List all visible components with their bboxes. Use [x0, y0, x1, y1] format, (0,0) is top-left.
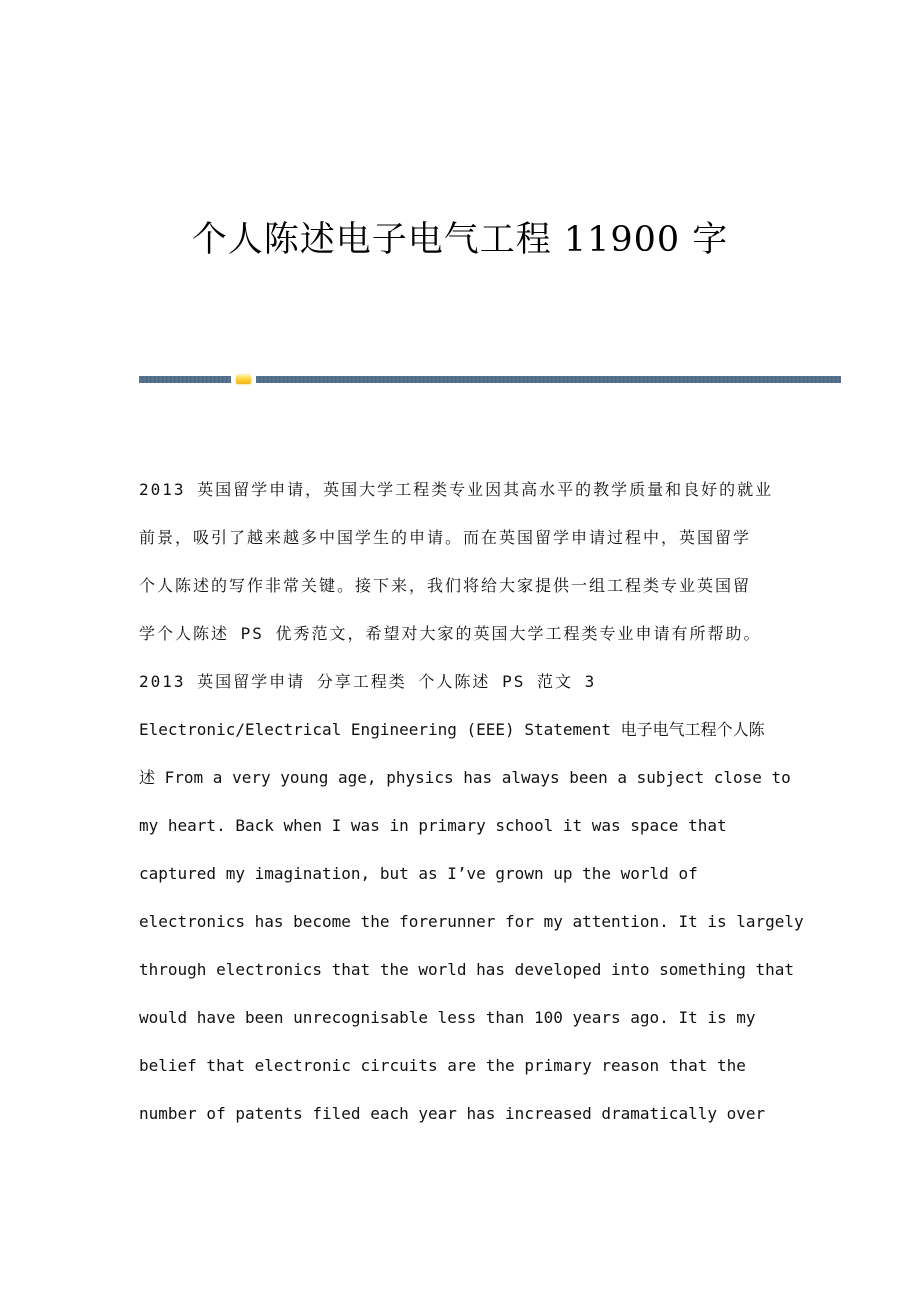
body-line: number of patents filed each year has increased dramatically over: [139, 1104, 766, 1123]
document-title: 个人陈述电子电气工程 11900 字: [191, 220, 729, 260]
body-line: would have been unrecognisable less than 100 years ago. It is my: [139, 1008, 756, 1027]
divider-bar-left: [139, 376, 231, 383]
section-heading: 2013 英国留学申请 分享工程类 个人陈述 PS 范文 3: [139, 672, 597, 691]
body-line: 个人陈述的写作非常关键。接下来，我们将给大家提供一组工程类专业英国留: [139, 576, 752, 595]
body-line: 述 From a very young age, physics has always been a subject close to: [139, 768, 791, 787]
document-body: [139, 466, 804, 1138]
body-line: 学个人陈述 PS 优秀范文，希望对大家的英国大学工程类专业申请有所帮助。: [139, 624, 762, 643]
body-line: 前景，吸引了越来越多中国学生的申请。而在英国留学申请过程中，英国留学: [139, 528, 752, 547]
body-line: electronics has become the forerunner for my attention. It is largely: [139, 912, 804, 931]
body-line: belief that electronic circuits are the primary reason that the: [139, 1056, 746, 1075]
body-line: my heart. Back when I was in primary school it was space that: [139, 816, 727, 835]
body-line: captured my imagination, but as I’ve grown up the world of: [139, 864, 698, 883]
divider-bar-right: [256, 376, 841, 383]
gem-ornament-icon: [236, 375, 251, 384]
body-line: 2013 英国留学申请，英国大学工程类专业因其高水平的教学质量和良好的就业: [139, 480, 774, 499]
title-divider: [139, 376, 841, 384]
body-line: Electronic/Electrical Engineering (EEE) Statement 电子电气工程个人陈: [139, 720, 765, 739]
body-line: through electronics that the world has developed into something that: [139, 960, 795, 979]
